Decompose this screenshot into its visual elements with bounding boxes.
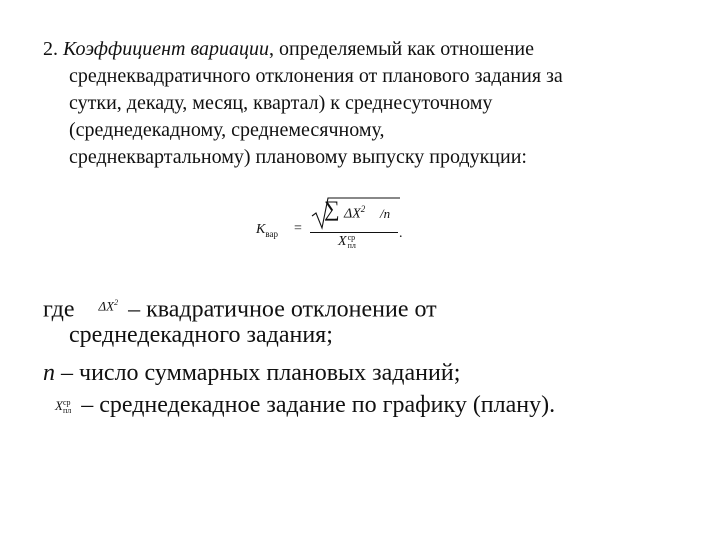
- paragraph-line-1-rest: , определяемый как отношение: [269, 38, 534, 60]
- definition-1-continuation: среднедекадного задания;: [69, 322, 333, 348]
- definition-1-text: – квадратичное отклонение от: [128, 296, 437, 323]
- where-word: где: [43, 296, 75, 323]
- delta-x-squared-symbol: $\Delta X^2$: [98, 298, 119, 314]
- definition-2-text: – число суммарных плановых заданий;: [55, 360, 461, 386]
- formula-denominator: X ср пл: [338, 233, 356, 250]
- definition-1: [43, 287, 703, 323]
- paragraph-line-1: [43, 36, 683, 63]
- paragraph-line-5: среднеквартальному) плановому выпуску продукции:: [69, 146, 527, 168]
- definition-2: [43, 357, 703, 389]
- formula-equals: =: [294, 221, 302, 236]
- numerator-divide-n: /n: [380, 206, 391, 221]
- definition-3-text: – среднедекадное задание по графику (плану).: [81, 392, 556, 418]
- definitions-block: [43, 287, 703, 422]
- paragraph-line-4: (среднедекадному, среднемесячному,: [69, 119, 385, 141]
- variation-coefficient-formula: [256, 196, 416, 266]
- sum-symbol: ∑: [324, 196, 340, 221]
- paragraph-line-2: среднеквадратичного отклонения от планового задания за: [69, 65, 563, 87]
- term-coefficient-of-variation: Коэффициент вариации: [63, 38, 269, 60]
- n-symbol: n: [43, 360, 55, 386]
- formula-lhs: $K_{вар}$: [256, 222, 278, 239]
- paragraph-line-3: сутки, декаду, месяц, квартал) к среднесуточному: [69, 92, 493, 114]
- item-number: 2.: [43, 38, 58, 60]
- definition-paragraph: [43, 36, 683, 171]
- x-planned-average-symbol: X ср пл: [55, 398, 72, 416]
- numerator-delta-x: $\Delta X^2$: [344, 204, 366, 222]
- formula-trailing-dot: .: [399, 226, 403, 241]
- definition-3: [43, 389, 703, 422]
- formula-numerator: [310, 196, 400, 230]
